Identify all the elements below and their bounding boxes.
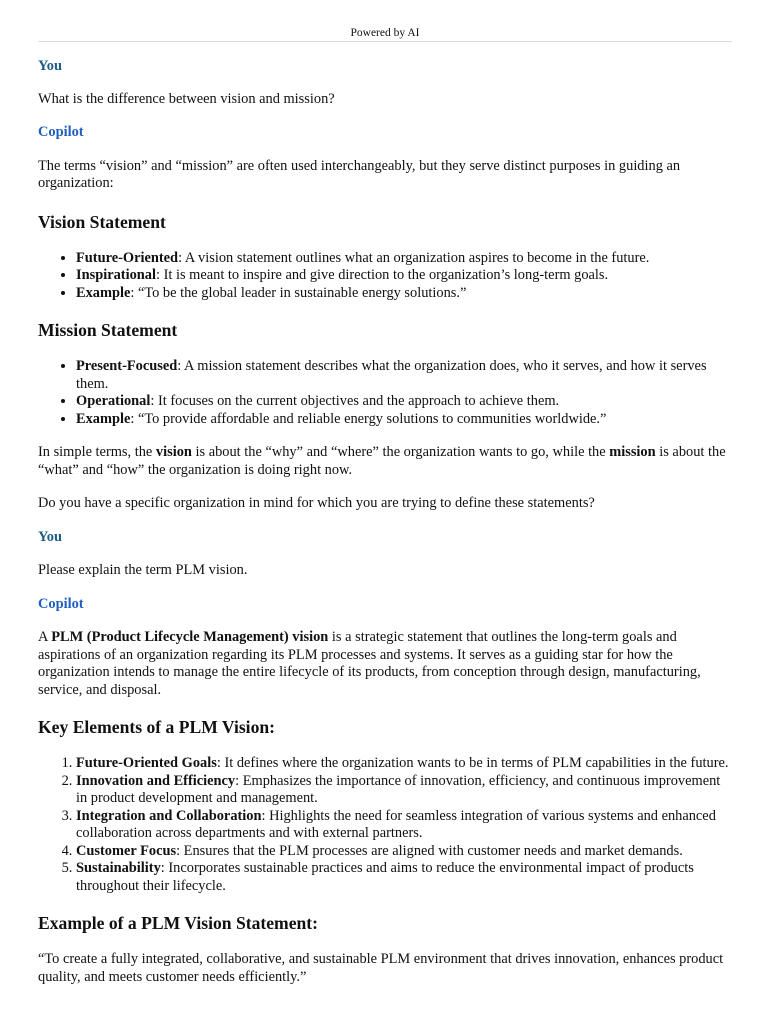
user-label: You: [38, 528, 62, 545]
list-item-text: : “To provide affordable and reliable energy solutions to communities worldwide.”: [130, 410, 607, 427]
list-item-text: : Incorporates sustainable practices and aims to reduce the environmental impact of products throughout their lifecycle.: [76, 860, 694, 894]
list-item-term: Future-Oriented: [76, 249, 179, 266]
list-item-term: Present-Focused: [76, 358, 178, 374]
list-item-text: : It focuses on the current objectives and the approach to achieve them.: [150, 393, 560, 409]
header-title: Powered by AI: [350, 27, 420, 39]
list-item-term: Sustainability: [76, 860, 161, 876]
summary-text: In simple terms, the: [38, 444, 156, 460]
list-item: [76, 843, 730, 861]
list-item: [76, 267, 730, 285]
section-heading-example: Example of a PLM Vision Statement:: [38, 913, 319, 933]
section-heading-mission: Mission Statement: [38, 320, 178, 340]
list-item-term: Inspirational: [76, 267, 156, 283]
assistant-intro: The terms “vision” and “mission” are often used interchangeably, but they serve distinct purposes in guiding an organization:: [38, 157, 681, 191]
mission-list: [38, 358, 730, 428]
followup-question: Do you have a specific organization in mind for which you are trying to define these statements?: [38, 495, 595, 511]
list-item-text: : A vision statement outlines what an organization aspires to become in the future.: [178, 249, 650, 266]
section-heading-key-elements: Key Elements of a PLM Vision:: [38, 717, 276, 737]
example-statement: “To create a fully integrated, collaborative, and sustainable PLM environment that drives innovation, enhances product quality, and meets customer needs efficiently.”: [38, 951, 724, 985]
key-elements-list: [38, 755, 730, 895]
list-item-term: Innovation and Efficiency: [76, 772, 236, 789]
list-item: [76, 411, 730, 429]
list-item-term: Operational: [76, 393, 151, 409]
assistant-label: Copilot: [38, 595, 84, 612]
list-item-term: Customer Focus: [76, 842, 177, 859]
summary-paragraph: [38, 444, 730, 479]
list-item-term: Example: [76, 284, 131, 301]
vision-list: [38, 250, 730, 303]
summary-text: is about the “what” and “how” the organization is doing right now.: [38, 444, 726, 478]
list-item: [76, 755, 730, 773]
section-heading-vision: Vision Statement: [38, 211, 166, 232]
list-item-text: : Ensures that the PLM processes are aligned with customer needs and market demands.: [176, 842, 683, 859]
list-item: [76, 358, 730, 393]
list-item: [76, 285, 730, 303]
summary-bold: vision: [155, 444, 192, 460]
intro-text: A: [38, 629, 52, 645]
list-item: [76, 808, 730, 843]
list-item: [76, 773, 730, 808]
list-item: [76, 860, 730, 895]
summary-text: is about the “why” and “where” the organization wants to go, while the: [191, 444, 610, 460]
list-item-term: Integration and Collaboration: [76, 807, 262, 824]
page-header: [38, 26, 732, 42]
user-question: Please explain the term PLM vision.: [38, 562, 248, 578]
assistant-label: Copilot: [38, 124, 84, 140]
user-label: You: [38, 58, 62, 74]
summary-bold: mission: [609, 444, 656, 460]
conversation: [38, 58, 730, 986]
list-item-term: Future-Oriented Goals: [76, 755, 217, 771]
list-item-term: Example: [76, 410, 131, 427]
list-item: [76, 250, 730, 268]
list-item-text: : Highlights the need for seamless integration of various systems and enhanced collaboration across departments and with external partners.: [76, 807, 716, 841]
list-item-text: : Emphasizes the importance of innovation, efficiency, and continuous improvement in product development and management.: [76, 772, 721, 806]
list-item-text: : It is meant to inspire and give direction to the organization’s long-term goals.: [155, 267, 609, 283]
user-question: What is the difference between vision and mission?: [38, 90, 335, 107]
list-item-text: : It defines where the organization wants to be in terms of PLM capabilities in the future.: [216, 755, 729, 771]
intro-text: is a strategic statement that outlines the long-term goals and aspirations of an organization regarding its PLM processes and systems. It serves as a guiding star for how the organization intends to manage the entire lifecycle of its products, from conception through design, manufacturing, service, and disposal.: [38, 629, 701, 698]
list-item-text: : A mission statement describes what the organization does, who it serves, and how it serves them.: [76, 358, 707, 392]
plm-intro-paragraph: [38, 629, 730, 699]
list-item: [76, 393, 730, 411]
list-item-text: : “To be the global leader in sustainable energy solutions.”: [130, 284, 467, 301]
intro-bold: PLM (Product Lifecycle Management) vision: [51, 629, 329, 645]
